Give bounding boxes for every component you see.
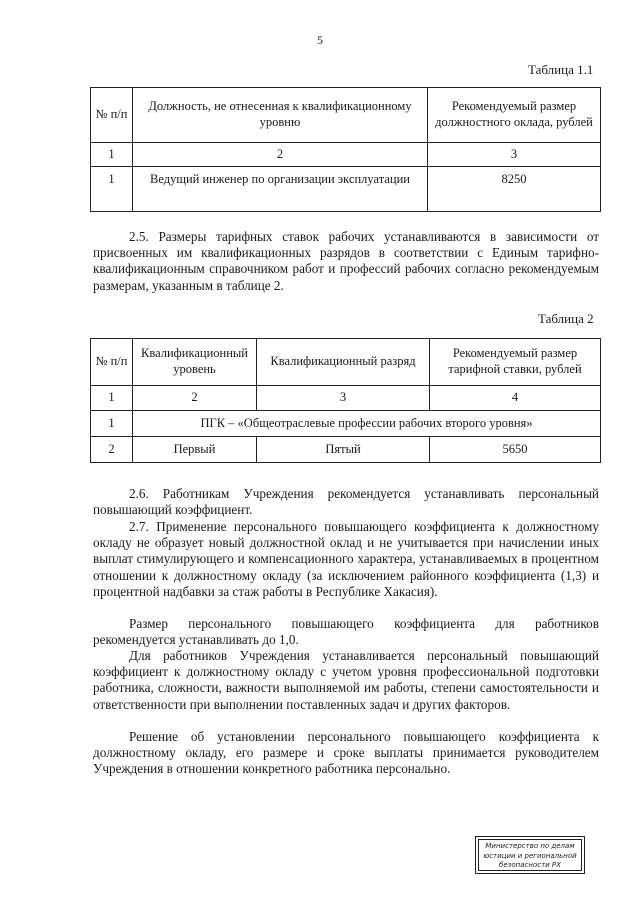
table2-cell: 2 bbox=[91, 437, 133, 463]
table2-cell: Пятый bbox=[257, 437, 430, 463]
stamp-text bbox=[478, 839, 582, 871]
table2-header-cell: № п/п bbox=[91, 339, 133, 386]
table2-header-row bbox=[91, 339, 601, 386]
stamp-line: юстиции и региональной bbox=[483, 851, 577, 860]
table1-header-cell: Рекомендуемый размер должностного оклада, рублей bbox=[428, 88, 601, 143]
paragraph-coefficient-size: Размер персонального повышающего коэффициента для работников рекомендуется устанавливать до 1,0. bbox=[93, 616, 599, 648]
table1-header-row bbox=[91, 88, 601, 143]
table1-index-cell: 3 bbox=[428, 143, 601, 167]
table2-index-cell: 4 bbox=[430, 386, 601, 411]
table1-header-cell: Должность, не отнесенная к квалификационному уровню bbox=[133, 88, 428, 143]
table2-group-num: 1 bbox=[91, 411, 133, 437]
stamp-line: Министерство по делам bbox=[485, 842, 575, 850]
table1 bbox=[90, 87, 601, 212]
table2-header-cell: Квалификационный уровень bbox=[133, 339, 257, 386]
table2 bbox=[90, 338, 601, 463]
table-row bbox=[91, 437, 601, 463]
table2-cell: Первый bbox=[133, 437, 257, 463]
page-number: 5 bbox=[317, 33, 323, 47]
paragraph-coefficient-basis: Для работников Учреждения устанавливается персональный повышающий коэффициент к должностному окладу с учетом уровня профессиональной подготовки работника, сложности, важности выполняемой им работы, степени самостоятельности и ответственности при выполнении поставленных задач и других факторов. bbox=[93, 648, 599, 712]
table2-header-cell: Рекомендуемый размер тарифной ставки, рублей bbox=[430, 339, 601, 386]
paragraph-2-7: 2.7. Применение персонального повышающего коэффициента к должностному окладу не образует новый должностной оклад и не учитывается при начислении иных выплат стимулирующего и компенсационного характера, устанавливаемых в процентном отношении к должностному окладу (за исключением районного коэффициента (1,3) и процентной надбавки за стаж работы в Республике Хакасия). bbox=[93, 519, 599, 599]
table2-index-row bbox=[91, 386, 601, 411]
table2-group-row bbox=[91, 411, 601, 437]
table1-header-cell: № п/п bbox=[91, 88, 133, 143]
table1-cell: 1 bbox=[91, 167, 133, 212]
table2-caption: Таблица 2 bbox=[538, 311, 594, 326]
paragraph-decision: Решение об установлении персонального повышающего коэффициента к должностному окладу, его размере и сроке выплаты принимается руководителем Учреждения в отношении конкретного работника персонально. bbox=[93, 729, 599, 777]
table1-index-cell: 1 bbox=[91, 143, 133, 167]
table2-header-cell: Квалификационный разряд bbox=[257, 339, 430, 386]
table1-cell: 8250 bbox=[428, 167, 601, 212]
table2-index-cell: 3 bbox=[257, 386, 430, 411]
table-row bbox=[91, 167, 601, 212]
ministry-stamp bbox=[475, 836, 585, 874]
table1-index-row bbox=[91, 143, 601, 167]
table1-cell: Ведущий инженер по организации эксплуатации bbox=[133, 167, 428, 212]
paragraph-2-5: 2.5. Размеры тарифных ставок рабочих устанавливаются в зависимости от присвоенных им квалификационных разрядов в соответствии с Единым тарифно-квалификационным справочником работ и профессий рабочих согласно рекомендуемым размерам, указанным в таблице 2. bbox=[93, 229, 599, 293]
paragraph-2-6: 2.6. Работникам Учреждения рекомендуется устанавливать персональный повышающий коэффициент. bbox=[93, 486, 599, 518]
table2-group-label: ПГК – «Общеотраслевые профессии рабочих второго уровня» bbox=[133, 411, 601, 437]
table2-index-cell: 2 bbox=[133, 386, 257, 411]
table2-cell: 5650 bbox=[430, 437, 601, 463]
table1-index-cell: 2 bbox=[133, 143, 428, 167]
table2-index-cell: 1 bbox=[91, 386, 133, 411]
table1-caption: Таблица 1.1 bbox=[528, 62, 594, 77]
stamp-line: безопасности РХ bbox=[499, 861, 561, 869]
